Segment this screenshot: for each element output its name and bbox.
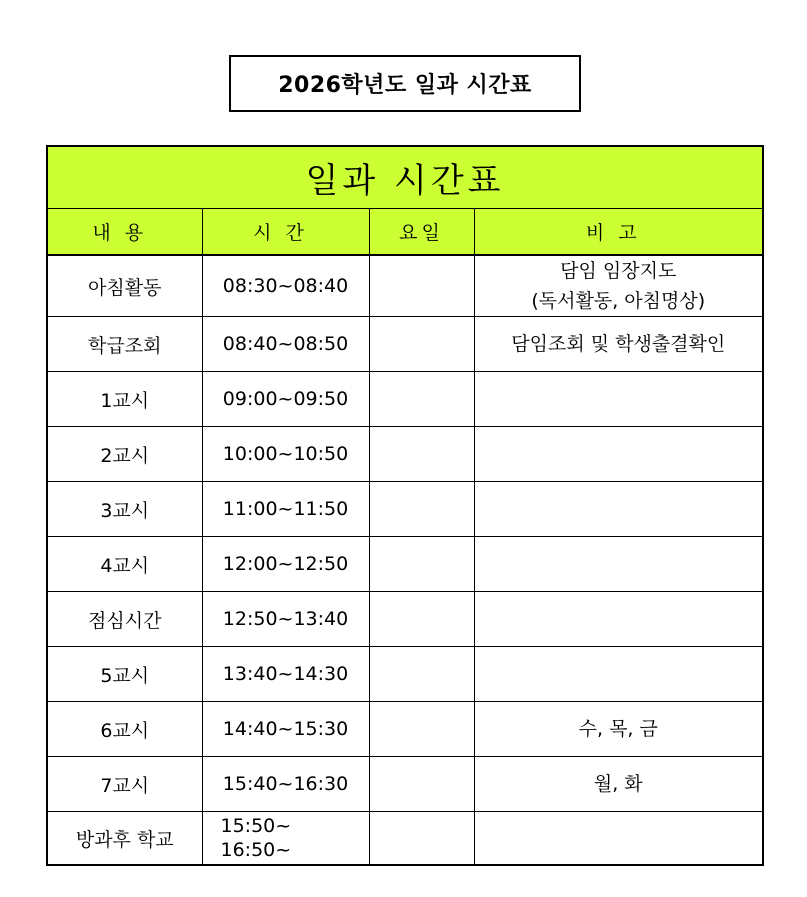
day-cell	[369, 757, 474, 812]
table-row	[47, 427, 763, 482]
banner-row	[47, 146, 763, 209]
activity-cell: 점심시간	[47, 592, 202, 647]
activity-cell: 7교시	[47, 757, 202, 812]
note-cell	[474, 255, 763, 317]
note-cell	[474, 482, 763, 537]
table-row	[47, 757, 763, 812]
table-row	[47, 482, 763, 537]
time-cell: 15:40~16:30	[202, 757, 369, 812]
day-cell	[369, 255, 474, 317]
table-row	[47, 537, 763, 592]
document-title: 2026학년도 일과 시간표	[229, 55, 581, 112]
note-cell	[474, 812, 763, 866]
note-cell: 수, 목, 금	[474, 702, 763, 757]
activity-cell: 6교시	[47, 702, 202, 757]
header-note: 비고	[474, 209, 763, 256]
header-activity: 내용	[47, 209, 202, 256]
time-cell: 13:40~14:30	[202, 647, 369, 702]
activity-cell: 아침활동	[47, 255, 202, 317]
header-time: 시간	[202, 209, 369, 256]
activity-cell: 방과후 학교	[47, 812, 202, 866]
time-line: 15:50~	[220, 815, 292, 837]
activity-cell: 4교시	[47, 537, 202, 592]
note-line: (독서활동, 아침명상)	[531, 290, 706, 312]
table-row	[47, 702, 763, 757]
activity-cell: 5교시	[47, 647, 202, 702]
note-cell	[474, 592, 763, 647]
header-row	[47, 209, 763, 256]
time-cell	[202, 812, 369, 866]
note-line: 담임 임장지도	[560, 260, 677, 282]
activity-cell: 3교시	[47, 482, 202, 537]
table-row	[47, 255, 763, 317]
note-cell: 담임조회 및 학생출결확인	[474, 317, 763, 372]
day-cell	[369, 372, 474, 427]
day-cell	[369, 812, 474, 866]
note-cell: 월, 화	[474, 757, 763, 812]
day-cell	[369, 482, 474, 537]
schedule-table	[46, 145, 764, 866]
day-cell	[369, 427, 474, 482]
activity-cell: 학급조회	[47, 317, 202, 372]
table-row	[47, 317, 763, 372]
day-cell	[369, 592, 474, 647]
time-cell: 08:30~08:40	[202, 255, 369, 317]
day-cell	[369, 647, 474, 702]
table-row	[47, 592, 763, 647]
time-line: 16:50~	[220, 839, 292, 861]
time-cell: 10:00~10:50	[202, 427, 369, 482]
time-cell: 12:50~13:40	[202, 592, 369, 647]
note-cell	[474, 427, 763, 482]
day-cell	[369, 702, 474, 757]
time-cell: 12:00~12:50	[202, 537, 369, 592]
header-day: 요일	[369, 209, 474, 256]
table-row	[47, 647, 763, 702]
table-row	[47, 372, 763, 427]
time-cell: 14:40~15:30	[202, 702, 369, 757]
table-banner: 일과 시간표	[47, 146, 763, 209]
time-cell: 08:40~08:50	[202, 317, 369, 372]
time-cell: 11:00~11:50	[202, 482, 369, 537]
note-cell	[474, 537, 763, 592]
day-cell	[369, 317, 474, 372]
note-cell	[474, 372, 763, 427]
activity-cell: 2교시	[47, 427, 202, 482]
activity-cell: 1교시	[47, 372, 202, 427]
time-cell: 09:00~09:50	[202, 372, 369, 427]
table-row	[47, 812, 763, 866]
note-cell	[474, 647, 763, 702]
day-cell	[369, 537, 474, 592]
